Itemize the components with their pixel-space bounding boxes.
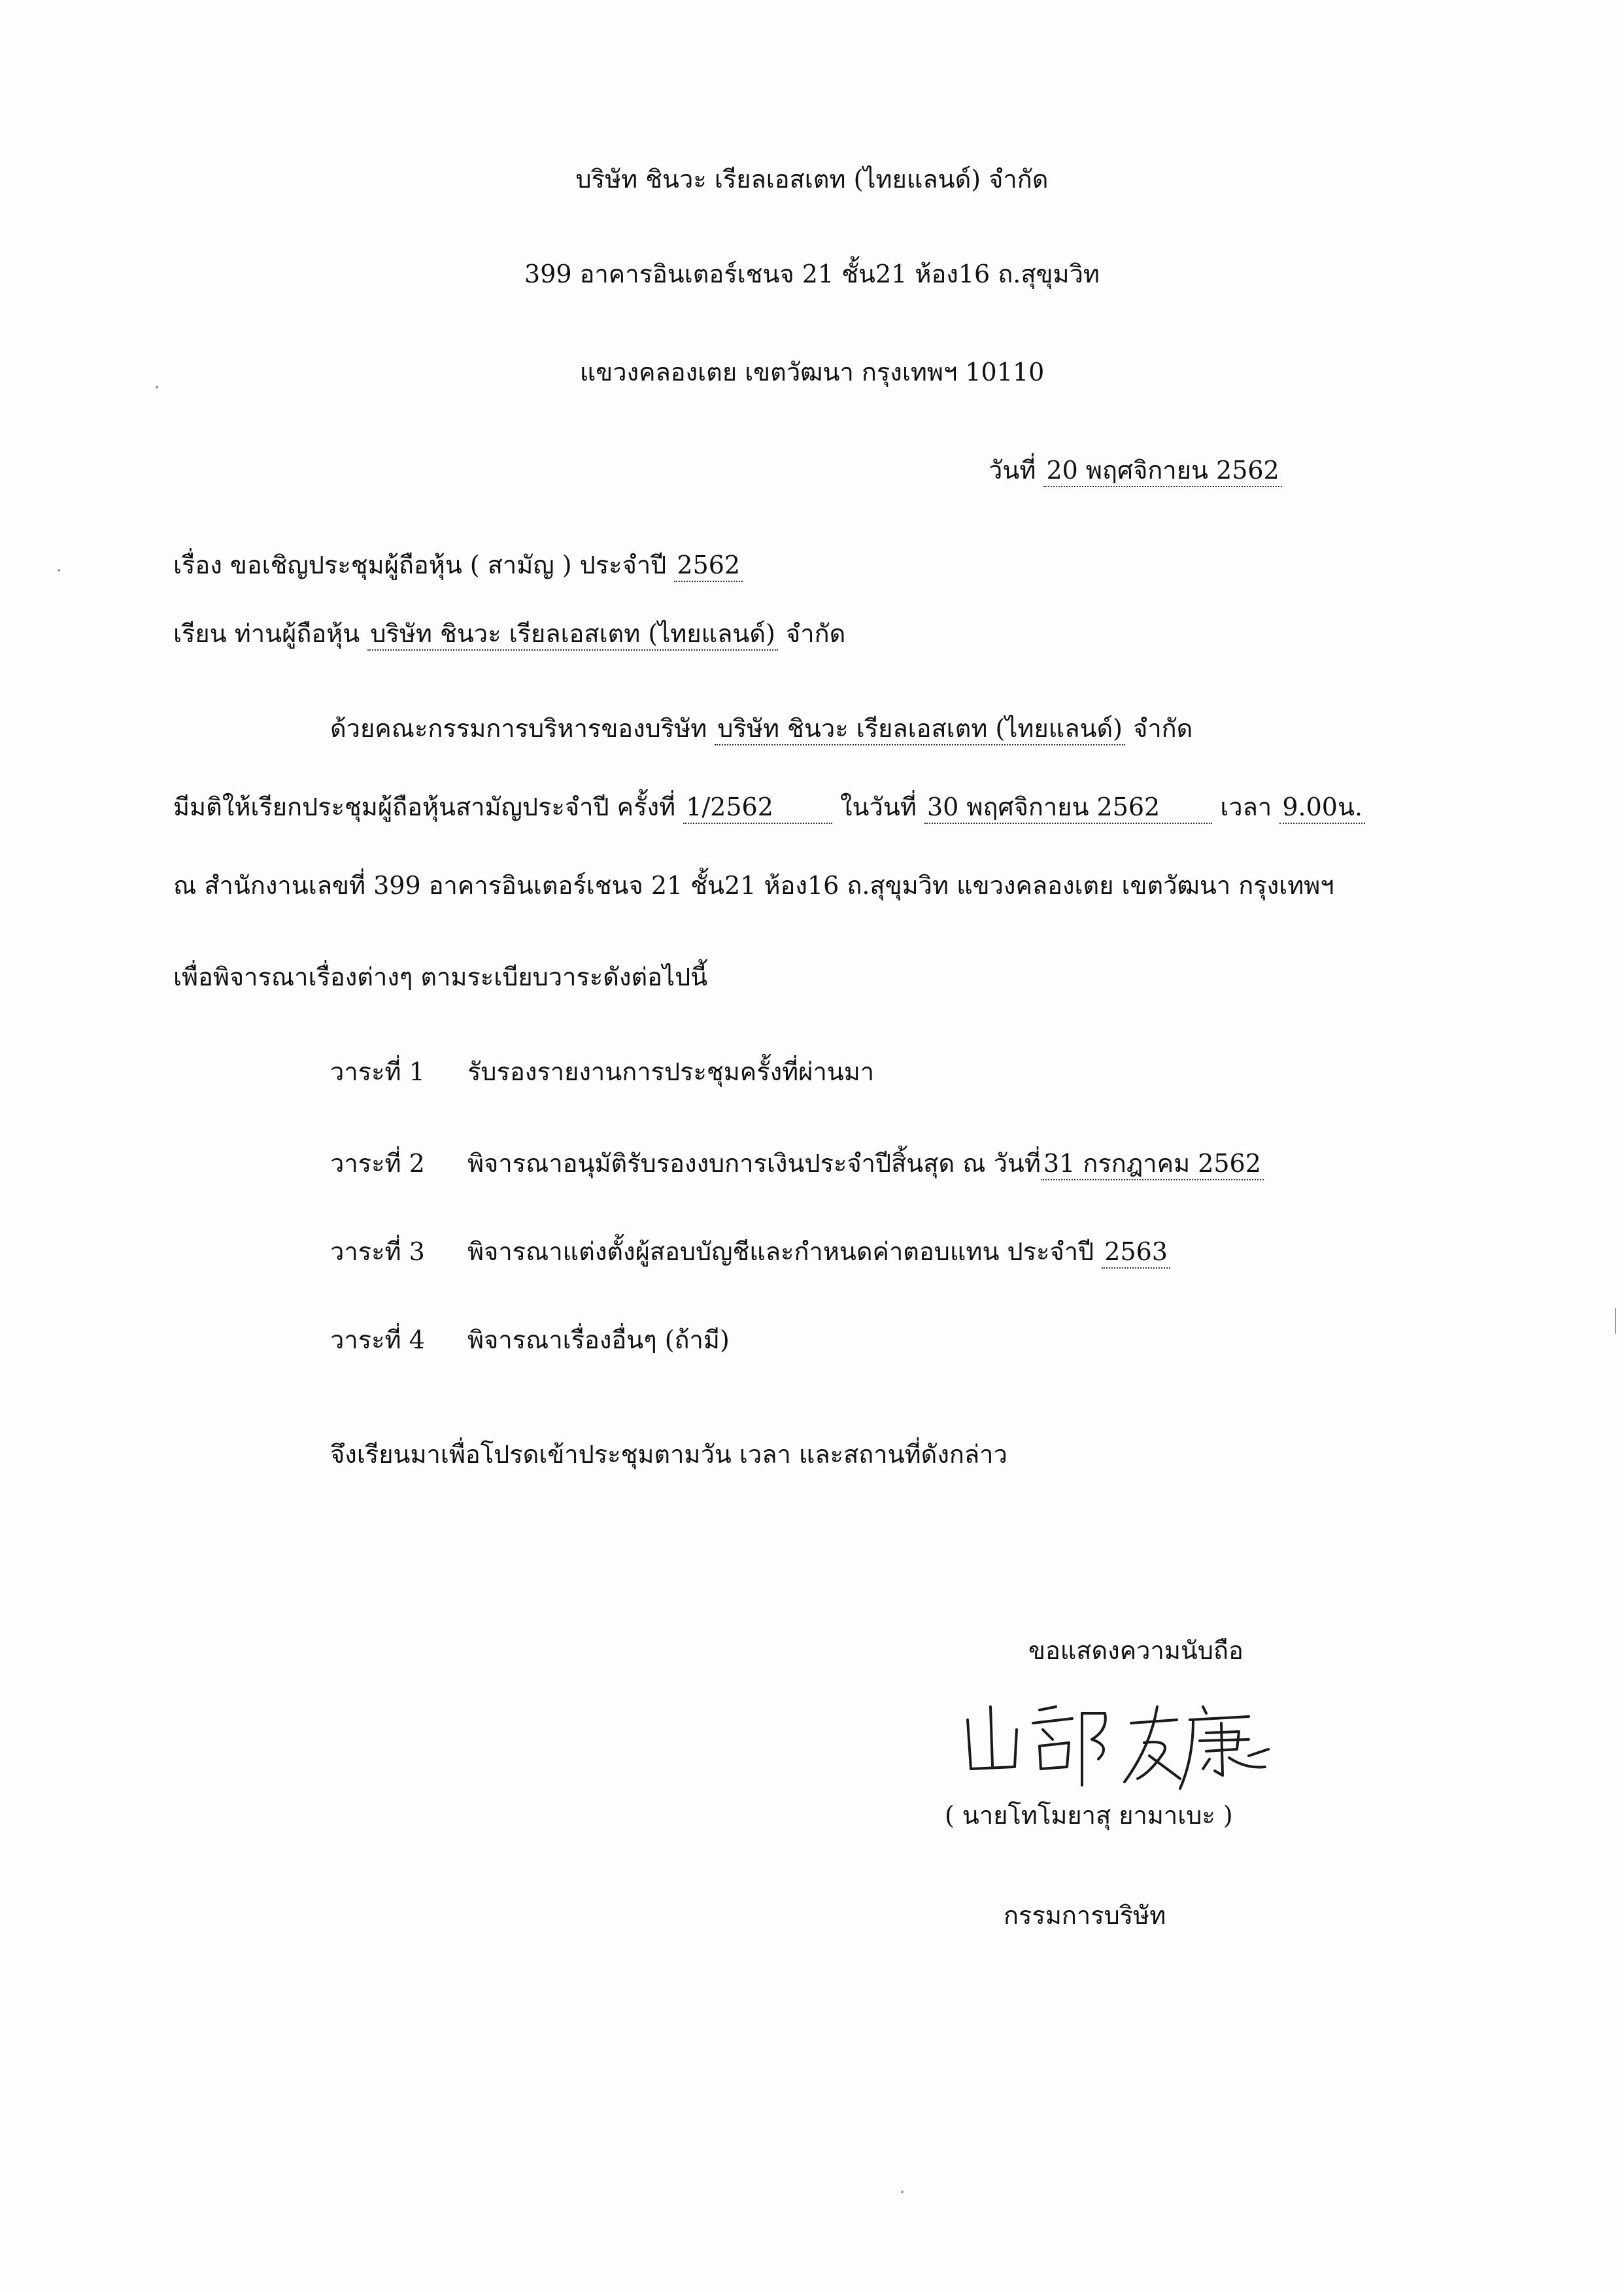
scan-speck xyxy=(1615,1308,1616,1334)
body-p1-prefix: ด้วยคณะกรรมการบริหารของบริษัท xyxy=(330,714,707,743)
agenda-label: วาระที่ 3 xyxy=(330,1237,425,1266)
agenda-item xyxy=(330,1056,874,1087)
date-label: วันที่ xyxy=(989,456,1036,485)
body-line-2 xyxy=(173,791,1365,823)
agenda-item xyxy=(330,1324,730,1356)
recipient-label: เรียน ท่านผู้ถือหุ้น xyxy=(173,619,360,648)
subject-label: เรื่อง ขอเชิญประชุมผู้ถือหุ้น ( สามัญ ) ประจำปี xyxy=(173,551,667,579)
agenda-label: วาระที่ 1 xyxy=(330,1057,425,1086)
body-p2-time: 9.00น. xyxy=(1279,793,1365,824)
date-line xyxy=(989,454,1282,486)
scan-speck xyxy=(901,2191,904,2193)
closing-sentence: จึงเรียนมาเพื่อโปรดเข้าประชุมตามวัน เวลา และสถานที่ดังกล่าว xyxy=(330,1440,1007,1469)
address-line-2: แขวงคลองเตย เขตวัฒนา กรุงเทพฯ 10110 xyxy=(579,358,1045,386)
recipient-company: บริษัท ชินวะ เรียลเอสเตท (ไทยแลนด์) xyxy=(367,619,778,651)
address-line-1: 399 อาคารอินเตอร์เชนจ 21 ชั้น21 ห้อง16 ถ.สุขุมวิท xyxy=(524,260,1100,288)
agenda-label: วาระที่ 2 xyxy=(330,1149,425,1178)
agenda-underlined-value: 31 กรกฎาคม 2562 xyxy=(1041,1149,1264,1180)
regards: ขอแสดงความนับถือ xyxy=(1028,1636,1243,1665)
body-p2-date-label: ในวันที่ xyxy=(839,793,917,821)
handwritten-signature xyxy=(941,1694,1281,1798)
agenda-item xyxy=(330,1236,1170,1267)
recipient-suffix: จำกัด xyxy=(785,619,846,648)
date-value: 20 พฤศจิกายน 2562 xyxy=(1043,456,1281,487)
body-line-1 xyxy=(330,713,1193,744)
agenda-text: พิจารณาเรื่องอื่นๆ (ถ้ามี) xyxy=(467,1326,730,1354)
company-name: บริษัท ชินวะ เรียลเอสเตท (ไทยแลนด์) จำกัด xyxy=(575,165,1049,194)
body-p1-suffix: จำกัด xyxy=(1133,714,1193,743)
subject-year: 2562 xyxy=(674,551,743,582)
body-line-3: ณ สำนักงานเลขที่ 399 อาคารอินเตอร์เชนจ 21 ชั้น21 ห้อง16 ถ.สุขุมวิท แขวงคลองเตย เขตวัฒนา กรุงเทพฯ xyxy=(173,871,1334,900)
agenda-item xyxy=(330,1148,1264,1179)
signatory-name: ( นายโทโมยาสุ ยามาเบะ ) xyxy=(945,1801,1233,1830)
agenda-text: รับรองรายงานการประชุมครั้งที่ผ่านมา xyxy=(467,1057,875,1086)
recipient-line xyxy=(173,618,845,649)
body-p2-date: 30 พฤศจิกายน 2562 xyxy=(924,793,1212,824)
subject-line xyxy=(173,549,743,581)
agenda-text: พิจารณาแต่งตั้งผู้สอบบัญชีและกำหนดค่าตอบแทน ประจำปี xyxy=(467,1237,1094,1266)
agenda-underlined-value: 2563 xyxy=(1102,1237,1170,1269)
body-p2-number: 1/2562 xyxy=(683,793,832,824)
signatory-title: กรรมการบริษัท xyxy=(1004,1901,1166,1930)
agenda-label: วาระที่ 4 xyxy=(330,1326,425,1354)
body-p2-prefix: มีมติให้เรียกประชุมผู้ถือหุ้นสามัญประจำปี ครั้งที่ xyxy=(173,793,676,821)
body-p2-time-label: เวลา xyxy=(1220,793,1272,821)
body-p1-company: บริษัท ชินวะ เรียลเอสเตท (ไทยแลนด์) xyxy=(715,714,1125,745)
scan-speck xyxy=(156,386,158,388)
scan-speck xyxy=(58,569,60,572)
body-line-4: เพื่อพิจารณาเรื่องต่างๆ ตามระเบียบวาระดังต่อไปนี้ xyxy=(173,963,708,991)
agenda-text: พิจารณาอนุมัติรับรองงบการเงินประจำปีสิ้นสุด ณ วันที่ xyxy=(467,1149,1041,1178)
